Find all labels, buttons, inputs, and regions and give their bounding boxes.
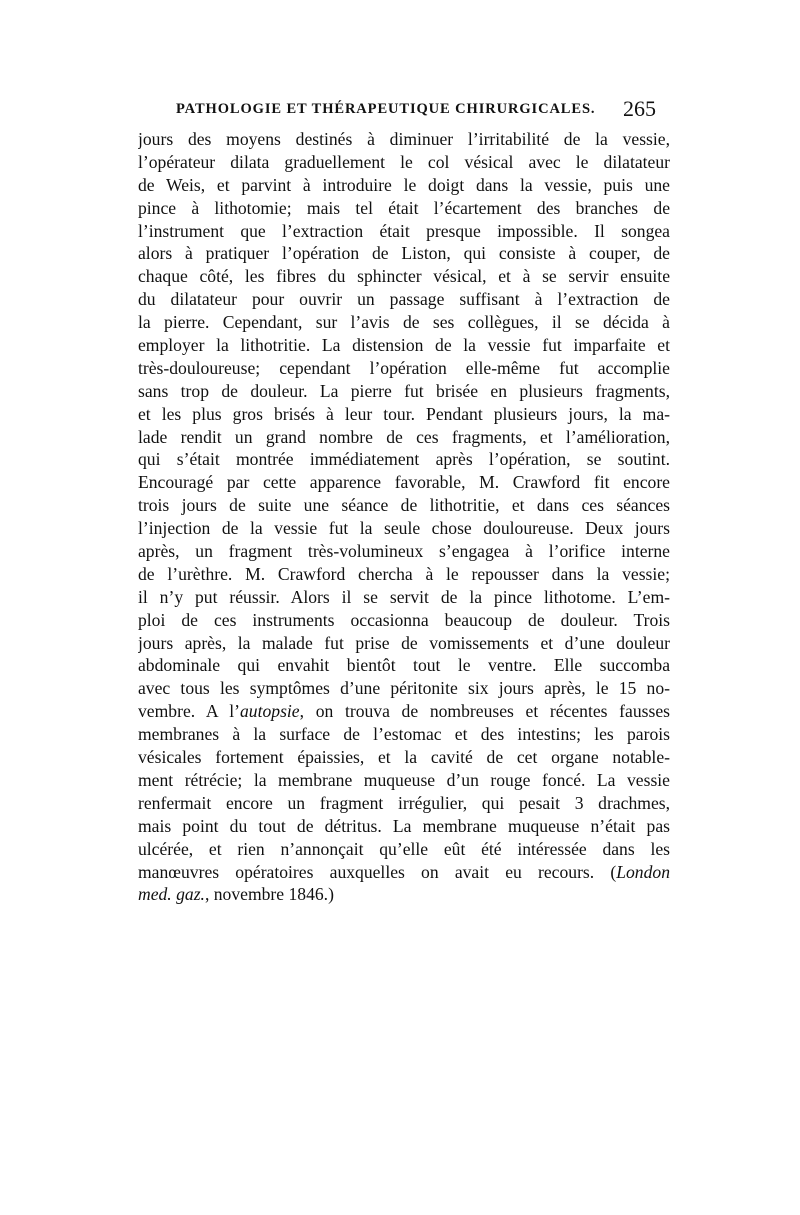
text-line bbox=[138, 471, 670, 494]
text-line bbox=[138, 563, 670, 586]
text-line bbox=[138, 769, 670, 792]
text-segment: alors à pratiquer l’opération de Liston, qui consiste à couper, de bbox=[138, 243, 670, 264]
text-segment: pince à lithotomie; mais tel était l’écartement des branches de bbox=[138, 197, 670, 218]
body-text bbox=[138, 128, 670, 906]
text-segment: de l’urèthre. M. Crawford chercha à le repousser dans la vessie; bbox=[138, 563, 670, 584]
text-segment: ploi de ces instruments occasionna beaucoup de douleur. Trois bbox=[138, 609, 670, 630]
text-line bbox=[138, 792, 670, 815]
text-segment: renfermait encore un fragment irrégulier, qui pesait 3 drachmes, bbox=[138, 792, 670, 813]
page-number: 265 bbox=[623, 96, 656, 121]
text-segment: ulcérée, et rien n’annonçait qu’elle eût été intéressée dans les bbox=[138, 838, 670, 859]
text-segment: abdominale qui envahit bientôt tout le ventre. Elle succomba bbox=[138, 655, 670, 676]
text-line bbox=[138, 609, 670, 632]
text-segment: l’opérateur dilata graduellement le col vésical avec le dilatateur bbox=[138, 151, 670, 172]
italic-text: London bbox=[616, 861, 670, 882]
text-segment: chaque côté, les fibres du sphincter vésical, et à se servir ensuite bbox=[138, 266, 670, 287]
text-line bbox=[138, 357, 670, 380]
text-line bbox=[138, 677, 670, 700]
text-line bbox=[138, 883, 670, 906]
text-segment: la pierre. Cependant, sur l’avis de ses collègues, il se décida à bbox=[138, 312, 670, 333]
text-line bbox=[138, 654, 670, 677]
text-segment: et les plus gros brisés à leur tour. Pendant plusieurs jours, la ma- bbox=[138, 403, 670, 424]
text-line bbox=[138, 403, 670, 426]
text-line bbox=[138, 838, 670, 861]
text-segment: mais point du tout de détritus. La membrane muqueuse n’était pas bbox=[138, 815, 670, 836]
text-line bbox=[138, 586, 670, 609]
text-segment: l’injection de la vessie fut la seule chose douloureuse. Deux jours bbox=[138, 518, 670, 539]
text-line bbox=[138, 288, 670, 311]
text-segment: lade rendit un grand nombre de ces fragments, et l’amélioration, bbox=[138, 426, 670, 447]
text-line bbox=[138, 517, 670, 540]
text-line bbox=[138, 494, 670, 517]
text-segment: , novembre 1846.) bbox=[204, 884, 334, 905]
text-segment: sans trop de douleur. La pierre fut brisée en plusieurs fragments, bbox=[138, 380, 670, 401]
text-line bbox=[138, 723, 670, 746]
text-line bbox=[138, 220, 670, 243]
text-segment: vembre. A l’ bbox=[138, 701, 240, 722]
text-segment: membranes à la surface de l’estomac et des intestins; les parois bbox=[138, 724, 670, 745]
text-line bbox=[138, 700, 670, 723]
text-segment: très-douloureuse; cependant l’opération elle-même fut accomplie bbox=[138, 357, 670, 378]
text-segment: Encouragé par cette apparence favorable, M. Crawford fit encore bbox=[138, 472, 670, 493]
text-segment: vésicales fortement épaissies, et la cavité de cet organe notable- bbox=[138, 747, 670, 768]
text-segment: avec tous les symptômes d’une péritonite six jours après, le 15 no- bbox=[138, 678, 670, 699]
text-segment: jours des moyens destinés à diminuer l’irritabilité de la vessie, bbox=[138, 129, 670, 149]
text-line bbox=[138, 861, 670, 884]
text-segment: il n’y put réussir. Alors il se servit de la pince lithotome. L’em- bbox=[138, 586, 670, 607]
text-segment: qui s’était montrée immédiatement après l’opération, se soutint. bbox=[138, 449, 670, 470]
text-segment: ment rétrécie; la membrane muqueuse d’un rouge foncé. La vessie bbox=[138, 769, 670, 790]
text-segment: employer la lithotritie. La distension de la vessie fut imparfaite et bbox=[138, 335, 670, 356]
text-segment: trois jours de suite une séance de lithotritie, et dans ces séances bbox=[138, 495, 670, 516]
italic-text: med. gaz. bbox=[138, 884, 205, 905]
text-line bbox=[138, 242, 670, 265]
text-segment: manœuvres opératoires auxquelles on avait eu recours. ( bbox=[138, 861, 617, 882]
text-line bbox=[138, 128, 670, 151]
text-line bbox=[138, 632, 670, 655]
text-line bbox=[138, 197, 670, 220]
text-line bbox=[138, 174, 670, 197]
running-title: PATHOLOGIE ET THÉRAPEUTIQUE CHIRURGICALES. bbox=[176, 101, 596, 117]
text-line bbox=[138, 426, 670, 449]
text-segment: l’instrument que l’extraction était presque impossible. Il songea bbox=[138, 220, 670, 241]
text-line bbox=[138, 540, 670, 563]
text-segment: jours après, la malade fut prise de vomissements et d’une douleur bbox=[138, 632, 670, 653]
text-line bbox=[138, 334, 670, 357]
text-line bbox=[138, 380, 670, 403]
running-head bbox=[176, 98, 656, 122]
text-line bbox=[138, 311, 670, 334]
italic-text: autopsie bbox=[240, 701, 300, 722]
text-segment: de Weis, et parvint à introduire le doigt dans la vessie, puis une bbox=[138, 174, 670, 195]
text-segment: , on trouva de nombreuses et récentes fausses bbox=[299, 701, 670, 722]
text-segment: après, un fragment très-volumineux s’engagea à l’orifice interne bbox=[138, 541, 670, 562]
text-line bbox=[138, 265, 670, 288]
text-line bbox=[138, 815, 670, 838]
text-line bbox=[138, 151, 670, 174]
text-segment: du dilatateur pour ouvrir un passage suffisant à l’extraction de bbox=[138, 289, 670, 310]
text-line bbox=[138, 746, 670, 769]
text-line bbox=[138, 448, 670, 471]
